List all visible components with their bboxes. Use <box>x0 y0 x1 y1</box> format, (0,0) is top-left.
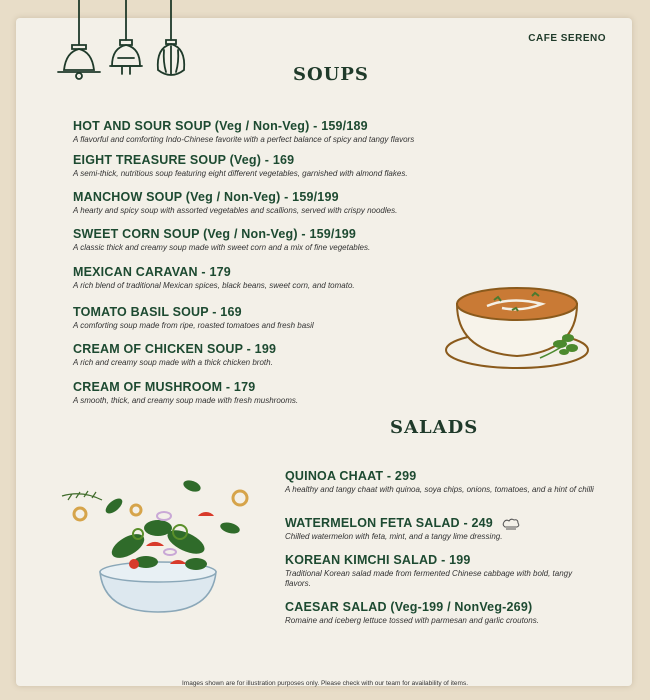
section-title-salads: SALADS <box>390 417 479 438</box>
item-name: MANCHOW SOUP (Veg / Non-Veg) - 159/199 <box>73 190 339 204</box>
menu-item <box>73 153 408 178</box>
chef-hat-icon <box>501 518 521 530</box>
item-description: Romaine and iceberg lettuce tossed with parmesan and garlic croutons. <box>285 616 539 625</box>
menu-item <box>73 342 276 367</box>
item-description: A smooth, thick, and creamy soup made with fresh mushrooms. <box>73 396 299 405</box>
menu-item <box>285 553 595 589</box>
menu-item <box>73 227 370 252</box>
item-description: Chilled watermelon with feta, mint, and a tangy lime dressing. <box>285 532 503 541</box>
item-description: Traditional Korean salad made from fermented Chinese cabbage with bold, tangy flavors. <box>285 569 573 588</box>
menu-item <box>285 600 595 626</box>
item-description: A comforting soup made from ripe, roasted tomatoes and fresh basil <box>73 321 314 330</box>
item-name: EIGHT TREASURE SOUP (Veg) - 169 <box>73 153 295 167</box>
soup-bowl-icon <box>442 282 592 374</box>
hanging-lamps-icon <box>50 0 200 90</box>
menu-item <box>73 190 397 215</box>
brand-name: CAFE SERENO <box>528 33 606 44</box>
menu-item <box>73 305 314 330</box>
item-description: A classic thick and creamy soup made with sweet corn and a mix of fine vegetables. <box>73 243 371 252</box>
salad-bowl-icon <box>58 476 258 616</box>
item-name: KOREAN KIMCHI SALAD - 199 <box>285 553 471 567</box>
item-description: A hearty and spicy soup with assorted vegetables and scallions, served with crispy noodles. <box>73 206 398 215</box>
item-name: CREAM OF MUSHROOM - 179 <box>73 380 256 394</box>
footer-disclaimer: Images shown are for illustration purposes only. Please check with our team for availability of items. <box>181 680 468 687</box>
item-name-text: WATERMELON FETA SALAD - 249 <box>285 516 493 530</box>
item-name: CAESAR SALAD (Veg-199 / NonVeg-269) <box>285 600 533 614</box>
item-name: MEXICAN CARAVAN - 179 <box>73 265 231 279</box>
menu-item <box>285 516 595 542</box>
menu-item <box>285 469 595 495</box>
item-name <box>285 516 595 530</box>
menu-item <box>73 265 355 290</box>
item-description: A rich and creamy soup made with a thick chicken broth. <box>73 358 273 367</box>
item-description: A healthy and tangy chaat with quinoa, soya chips, onions, tomatoes, and a hint of chilli <box>285 485 594 494</box>
item-name: SWEET CORN SOUP (Veg / Non-Veg) - 159/199 <box>73 227 357 241</box>
item-name: CREAM OF CHICKEN SOUP - 199 <box>73 342 277 356</box>
item-name: QUINOA CHAAT - 299 <box>285 469 417 483</box>
item-description: A semi-thick, nutritious soup featuring eight different vegetables, garnished with almond flakes. <box>73 169 408 178</box>
item-description: A flavorful and comforting Indo-Chinese favorite with a perfect balance of spicy and tangy flavors <box>73 135 415 144</box>
item-name: TOMATO BASIL SOUP - 169 <box>73 305 242 319</box>
section-title-soups: SOUPS <box>293 64 369 85</box>
item-name: HOT AND SOUR SOUP (Veg / Non-Veg) - 159/189 <box>73 119 368 133</box>
menu-item <box>73 119 414 144</box>
item-description: A rich blend of traditional Mexican spices, black beans, sweet corn, and tomato. <box>73 281 355 290</box>
menu-item <box>73 380 298 405</box>
